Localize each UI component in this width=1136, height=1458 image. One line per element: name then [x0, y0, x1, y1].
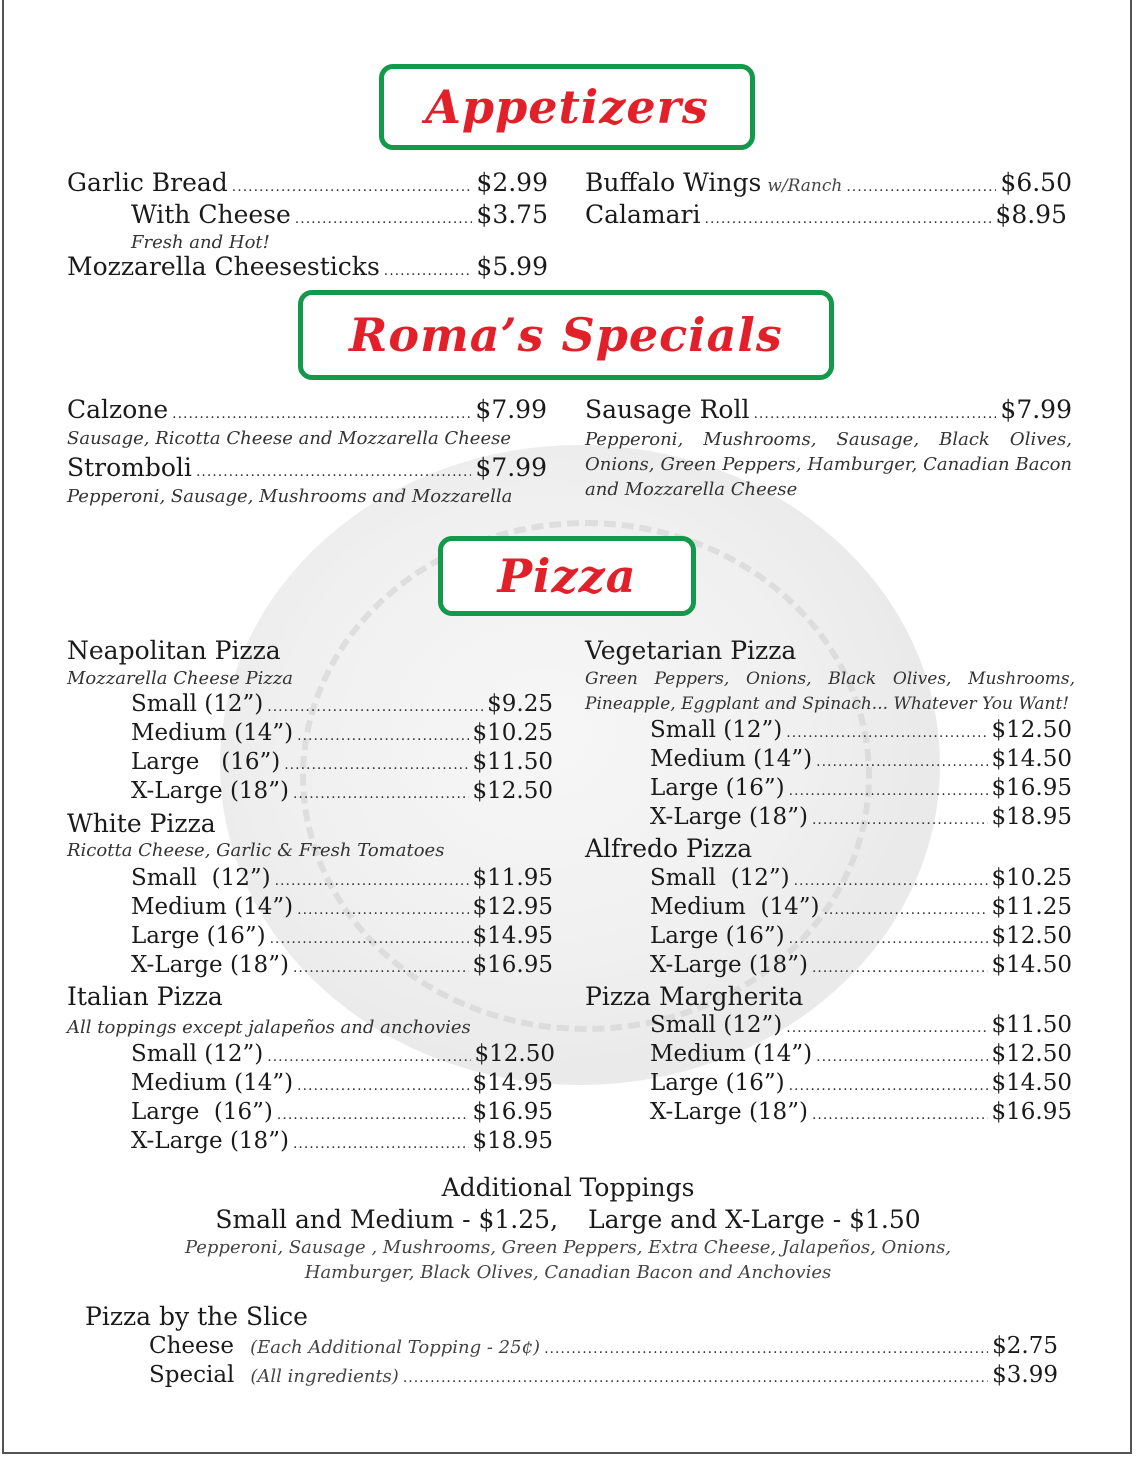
- menu-item-calamari: Calamari ..... $8.95: [585, 200, 1067, 229]
- toppings-small-medium-price: Small and Medium - $1.25,: [215, 1205, 559, 1234]
- italian-medium: Medium (14”) ..... $14.95: [131, 1070, 553, 1096]
- alfredo-pizza-heading: Alfredo Pizza: [585, 834, 753, 863]
- white-large: Large (16”) ..... $14.95: [131, 923, 553, 949]
- margherita-xlarge: X-Large (18”) ..... $16.95: [650, 1099, 1072, 1125]
- slice-special: Special (All ingredients) ..... $3.99: [149, 1362, 1058, 1388]
- neapolitan-small: Small (12”) ..... $9.25: [131, 691, 553, 717]
- white-xlarge: X-Large (18”) ..... $16.95: [131, 952, 553, 978]
- toppings-large-xlarge-price: Large and X-Large - $1.50: [587, 1205, 921, 1234]
- alfredo-medium: Medium (14”) ..... $11.25: [650, 894, 1072, 920]
- vegetarian-small: Small (12”) ..... $12.50: [650, 717, 1072, 743]
- menu-item-stromboli: Stromboli ..... $7.99: [67, 453, 547, 482]
- specials-banner: [298, 290, 834, 380]
- italian-xlarge: X-Large (18”) ..... $18.95: [131, 1128, 553, 1154]
- neapolitan-medium: Medium (14”) ..... $10.25: [131, 720, 553, 746]
- italian-pizza-description: All toppings except jalapeños and anchovies: [67, 1017, 471, 1038]
- garlic-bread-note: Fresh and Hot!: [131, 232, 270, 253]
- neapolitan-large: Large (16”) ..... $11.50: [131, 749, 553, 775]
- menu-item-mozzarella-cheesesticks: Mozzarella Cheesesticks ..... $5.99: [67, 252, 548, 281]
- pizza-title: Pizza: [497, 549, 637, 603]
- italian-pizza-heading: Italian Pizza: [67, 982, 223, 1011]
- toppings-list-line1: Pepperoni, Sausage , Mushrooms, Green Peppers, Extra Cheese, Jalapeños, Onions,: [184, 1237, 952, 1258]
- vegetarian-large: Large (16”) ..... $16.95: [650, 775, 1072, 801]
- slice-cheese: Cheese (Each Additional Topping - 25¢) ..... $2.75: [149, 1333, 1058, 1359]
- pizza-banner: [438, 536, 696, 616]
- toppings-prices: [0, 1205, 1136, 1234]
- toppings-list-line2: Hamburger, Black Olives, Canadian Bacon and Anchovies: [304, 1262, 832, 1283]
- vegetarian-medium: Medium (14”) ..... $14.50: [650, 746, 1072, 772]
- neapolitan-xlarge: X-Large (18”) ..... $12.50: [131, 778, 553, 804]
- white-small: Small (12”) ..... $11.95: [131, 865, 553, 891]
- toppings-title: Additional Toppings: [441, 1173, 695, 1202]
- calzone-description: Sausage, Ricotta Cheese and Mozzarella Cheese: [67, 428, 511, 449]
- appetizers-banner: [379, 64, 755, 150]
- specials-title: Roma’s Specials: [349, 308, 783, 362]
- menu-item-calzone: Calzone ..... $7.99: [67, 395, 547, 424]
- italian-large: Large (16”) ..... $16.95: [131, 1099, 553, 1125]
- margherita-pizza-heading: Pizza Margherita: [585, 982, 804, 1011]
- menu-item-sausage-roll: Sausage Roll ..... $7.99: [585, 395, 1072, 424]
- margherita-small: Small (12”) ..... $11.50: [650, 1012, 1072, 1038]
- italian-small: Small (12”) ..... $12.50: [131, 1041, 555, 1067]
- vegetarian-xlarge: X-Large (18”) ..... $18.95: [650, 804, 1072, 830]
- vegetarian-pizza-description: Green Peppers, Onions, Black Olives, Mushrooms, Pineapple, Eggplant and Spinach... Whatever You Want!: [585, 669, 1075, 714]
- appetizers-title: Appetizers: [425, 80, 709, 134]
- vegetarian-pizza-heading: Vegetarian Pizza: [585, 636, 797, 665]
- stromboli-description: Pepperoni, Sausage, Mushrooms and Mozzarella: [67, 486, 513, 507]
- white-pizza-description: Ricotta Cheese, Garlic & Fresh Tomatoes: [67, 840, 445, 861]
- neapolitan-description: Mozzarella Cheese Pizza: [67, 668, 294, 689]
- alfredo-small: Small (12”) ..... $10.25: [650, 865, 1072, 891]
- margherita-medium: Medium (14”) ..... $12.50: [650, 1041, 1072, 1067]
- white-medium: Medium (14”) ..... $12.95: [131, 894, 553, 920]
- menu-item-with-cheese: With Cheese ..... $3.75: [131, 200, 548, 229]
- menu-item-buffalo-wings: Buffalo Wings w/Ranch ..... $6.50: [585, 168, 1072, 197]
- slice-heading: Pizza by the Slice: [85, 1302, 308, 1331]
- margherita-large: Large (16”) ..... $14.50: [650, 1070, 1072, 1096]
- neapolitan-heading: Neapolitan Pizza: [67, 636, 281, 665]
- white-pizza-heading: White Pizza: [67, 809, 216, 838]
- alfredo-large: Large (16”) ..... $12.50: [650, 923, 1072, 949]
- menu-item-garlic-bread: Garlic Bread ..... $2.99: [67, 168, 548, 197]
- sausage-roll-description: Pepperoni, Mushrooms, Sausage, Black Olives, Onions, Green Peppers, Hamburger, Canadian Bacon and Mozzarella Cheese: [585, 429, 1072, 500]
- alfredo-xlarge: X-Large (18”) ..... $14.50: [650, 952, 1072, 978]
